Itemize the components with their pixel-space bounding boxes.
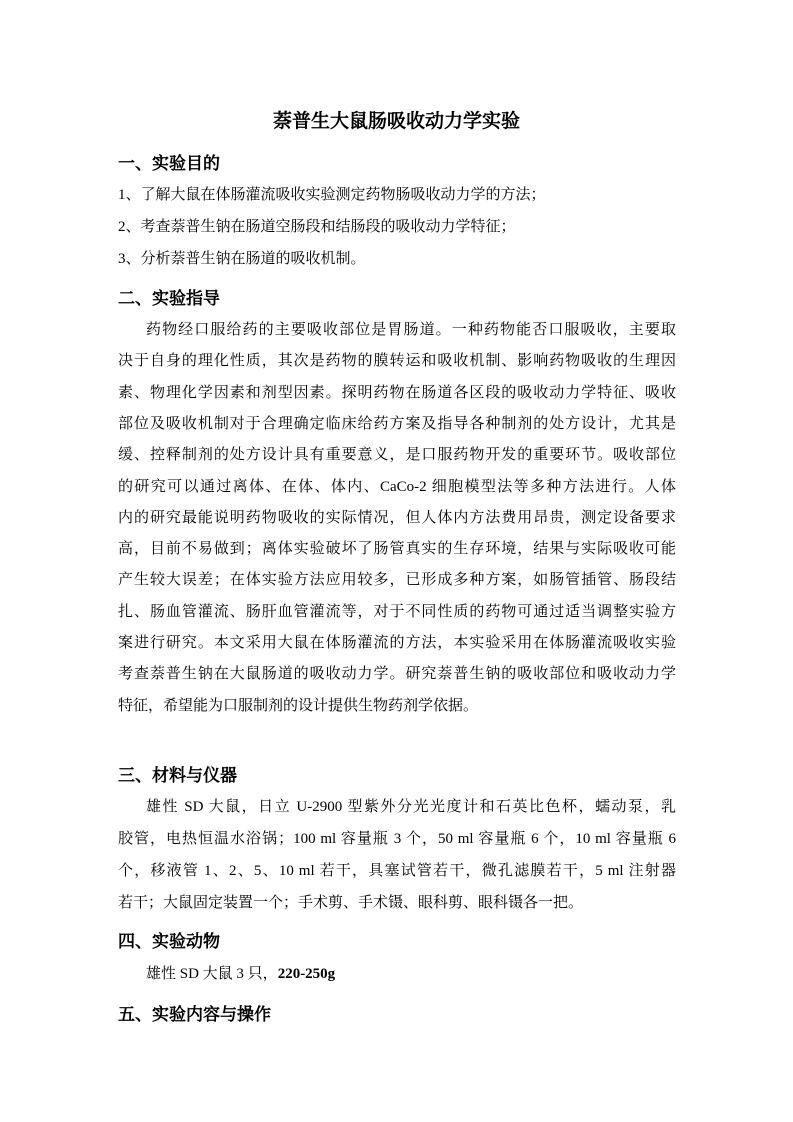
section-heading-purpose: 一、实验目的 [118, 154, 220, 173]
paragraph-line: 胶管，电热恒温水浴锅；100 ml 容量瓶 3 个，50 ml 容量瓶 6 个，10 ml 容量瓶 6 [118, 831, 676, 847]
paragraph-line: 产生较大误差；在体实验方法应用较多，已形成多种方案，如肠管插管、肠段结 [118, 572, 676, 589]
document-title: 萘普生大鼠肠吸收动力学实验 [272, 111, 520, 132]
paragraph-line: 决于自身的理化性质，其次是药物的膜转运和吸收机制、影响药物吸收的生理因 [118, 353, 676, 370]
section-heading-animals: 四、实验动物 [118, 932, 220, 951]
paragraph-line: 的研究可以通过离体、在体、体内、CaCo-2 细胞模型法等多种方法进行。人体 [118, 478, 676, 495]
paragraph-line: 素、物理化学因素和剂型因素。探明药物在肠道各区段的吸收动力学特征、吸收 [118, 384, 676, 401]
paragraph-line: 高，目前不易做到；离体实验破坏了肠管真实的生存环境，结果与实际吸收可能 [118, 541, 676, 558]
purpose-item: 3、分析萘普生钠在肠道的吸收机制。 [118, 251, 366, 267]
paragraph-line: 部位及吸收机制对于合理确定临床给药方案及指导各种制剂的处方设计，尤其是 [118, 415, 676, 432]
animals-weight: 220-250g [277, 966, 336, 982]
paragraph-line: 案进行研究。本文采用大鼠在体肠灌流的方法，本实验采用在体肠灌流吸收实验 [118, 635, 676, 651]
paragraph-line: 考查萘普生钠在大鼠肠道的吸收动力学。研究萘普生钠的吸收部位和吸收动力学 [118, 666, 676, 683]
paragraph-line: 特征，希望能为口服制剂的设计提供生物药剂学依据。 [118, 697, 479, 714]
purpose-item: 2、考查萘普生钠在肠道空肠段和结肠段的吸收动力学特征； [118, 219, 516, 235]
paragraph-line: 内的研究最能说明药物吸收的实际情况，但人体内方法费用昂贵，测定设备要求 [118, 509, 676, 526]
section-heading-procedure: 五、实验内容与操作 [118, 1005, 271, 1024]
paragraph-line: 若干；大鼠固定装置一个；手术剪、手术镊、眼科剪、眼科镊各一把。 [118, 895, 584, 911]
paragraph-line: 扎、肠血管灌流、肠肝血管灌流等，对于不同性质的药物可通过适当调整实验方 [118, 603, 676, 620]
paragraph-line: 缓、控释制剂的处方设计具有重要意义，是口服药物开发的重要环节。吸收部位 [118, 447, 676, 464]
animals-text [146, 964, 704, 984]
paragraph-line: 药物经口服给药的主要吸收部位是胃肠道。一种药物能否口服吸收，主要取 [146, 322, 676, 338]
paragraph-line: 雄性 SD 大鼠，日立 U-2900 型紫外分光光度计和石英比色杯，蠕动泵，乳 [146, 799, 676, 815]
section-heading-materials: 三、材料与仪器 [118, 766, 237, 785]
section-heading-guidance: 二、实验指导 [118, 289, 220, 308]
paragraph-line: 个，移液管 1、2、5、10 ml 若干，具塞试管若干，微孔滤膜若干，5 ml 注射器 [118, 863, 676, 879]
purpose-item: 1、了解大鼠在体肠灌流吸收实验测定药物肠吸收动力学的方法； [118, 187, 546, 203]
animals-text-plain: 雄性 SD 大鼠 3 只， [146, 966, 278, 982]
